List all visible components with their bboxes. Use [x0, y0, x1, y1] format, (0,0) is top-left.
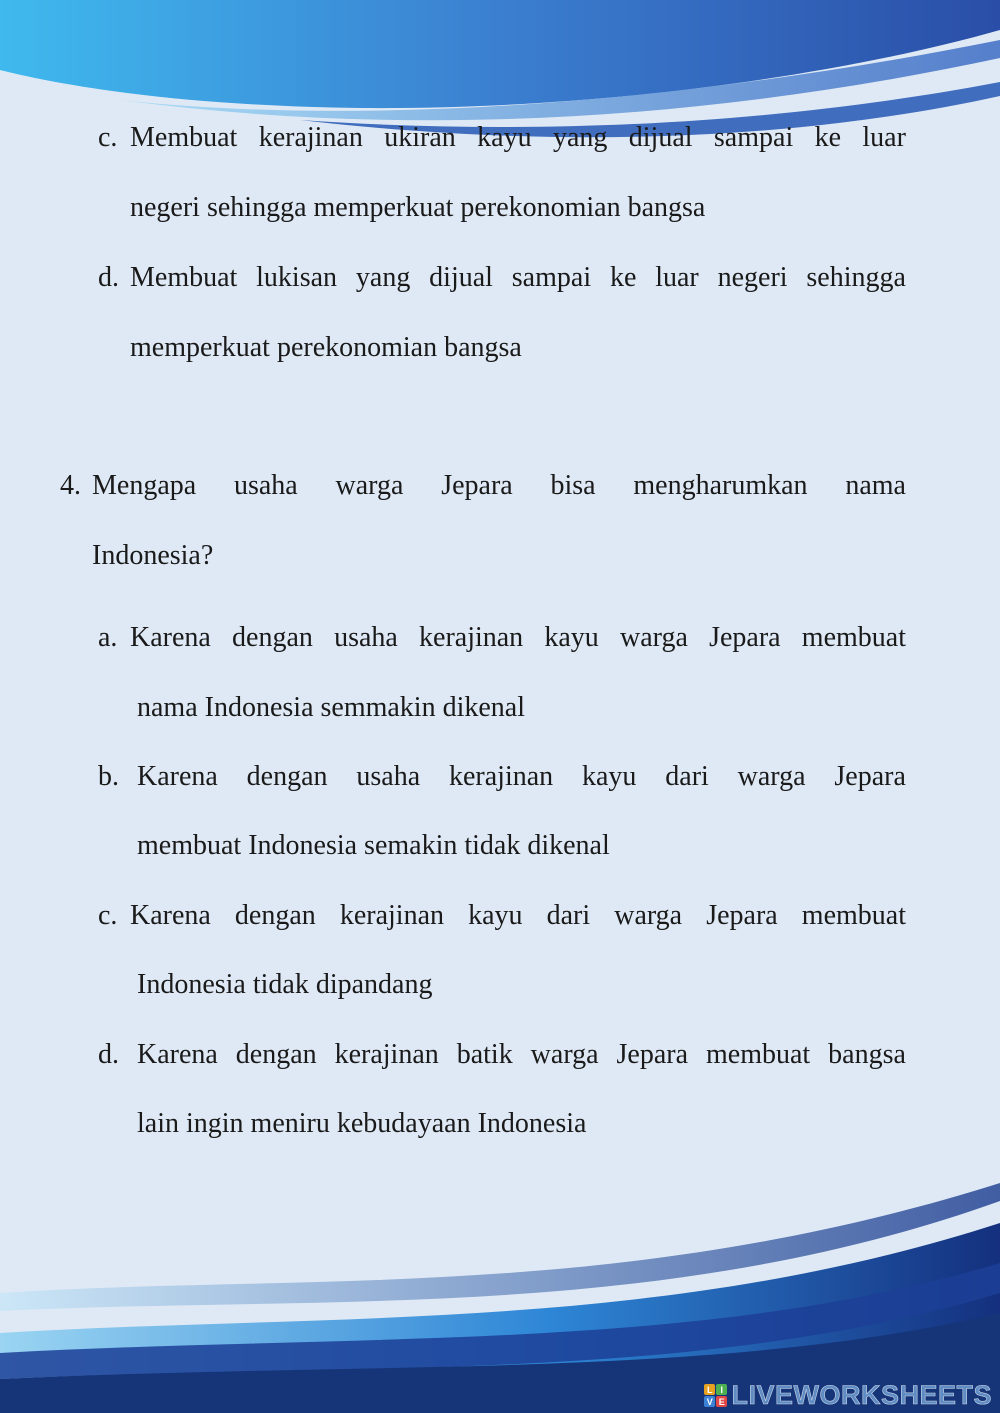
word: usaha — [233, 470, 298, 501]
word: dengan — [235, 1039, 317, 1070]
word: kerajinan — [419, 622, 524, 653]
q4-option-b-letter: b. — [98, 761, 119, 792]
word: membuat — [801, 900, 906, 931]
word: dari — [665, 761, 709, 792]
word: Jepara — [709, 622, 781, 653]
q4-option-a-letter: a. — [98, 622, 118, 653]
word: kerajinan — [339, 900, 445, 931]
q3-option-d-line1[interactable] — [130, 262, 906, 294]
word: yang — [552, 122, 608, 153]
word: batik — [456, 1039, 513, 1070]
word: luar — [655, 262, 699, 293]
word: Karena — [137, 1039, 218, 1070]
q4-option-d-line2[interactable]: lain ingin meniru kebudayaan Indonesia — [137, 1108, 587, 1139]
q4-number: 4. — [60, 470, 81, 501]
word: Membuat — [130, 122, 238, 153]
word: dari — [546, 900, 591, 931]
q3-option-c-line2[interactable]: negeri sehingga memperkuat perekonomian bangsa — [130, 192, 706, 223]
q4-question-line2: Indonesia? — [92, 540, 214, 571]
word: mengharumkan — [633, 470, 808, 501]
logo-letter: L — [704, 1384, 715, 1395]
q4-option-c-letter: c. — [98, 900, 118, 931]
q4-option-c-line1[interactable] — [130, 900, 906, 932]
word: Membuat — [130, 262, 238, 293]
word: dengan — [246, 761, 328, 792]
word: kayu — [582, 761, 637, 792]
q3-option-d-line2[interactable]: memperkuat perekonomian bangsa — [130, 332, 522, 363]
word: usaha — [334, 622, 398, 653]
word: membuat — [706, 1039, 811, 1070]
word: warga — [530, 1039, 599, 1070]
word: warga — [335, 470, 404, 501]
word: sehingga — [806, 262, 906, 293]
q4-option-b-line1[interactable] — [137, 761, 906, 793]
word: lukisan — [256, 262, 338, 293]
word: kerajinan — [258, 122, 363, 153]
word: dengan — [234, 900, 316, 931]
q4-question-line1 — [92, 470, 906, 502]
word: negeri — [717, 262, 788, 293]
q3-option-d-letter: d. — [98, 262, 119, 293]
word: warga — [737, 761, 806, 792]
q3-option-c-line1[interactable] — [130, 122, 906, 154]
liveworksheets-watermark — [704, 1380, 992, 1411]
liveworksheets-logo-icon — [704, 1384, 727, 1407]
word: dijual — [429, 262, 493, 293]
q4-option-a-line2[interactable]: nama Indonesia semmakin dikenal — [137, 692, 525, 723]
watermark-text: LIVEWORKSHEETS — [731, 1380, 992, 1410]
word: luar — [862, 122, 906, 153]
logo-letter: E — [716, 1396, 727, 1407]
word: Mengapa — [92, 470, 197, 501]
word: dijual — [628, 122, 693, 153]
logo-letter: I — [716, 1384, 727, 1395]
q4-option-a-line1[interactable] — [130, 622, 906, 654]
word: warga — [620, 622, 688, 653]
word: kayu — [468, 900, 523, 931]
word: Jepara — [616, 1039, 689, 1070]
q3-option-c-letter: c. — [98, 122, 118, 153]
word: kayu — [477, 122, 532, 153]
word: Jepara — [706, 900, 778, 931]
word: sampai — [511, 262, 592, 293]
q4-option-d-line1[interactable] — [137, 1039, 906, 1071]
word: bangsa — [828, 1039, 906, 1070]
word: nama — [845, 470, 906, 501]
word: sampai — [713, 122, 794, 153]
word: usaha — [356, 761, 421, 792]
word: kerajinan — [334, 1039, 439, 1070]
logo-letter: V — [704, 1396, 715, 1407]
word: ke — [609, 262, 637, 293]
q4-option-b-line2[interactable]: membuat Indonesia semakin tidak dikenal — [137, 830, 610, 861]
word: Jepara — [834, 761, 906, 792]
word: Jepara — [441, 470, 513, 501]
word: bisa — [550, 470, 596, 501]
word: ke — [814, 122, 842, 153]
word: Karena — [130, 900, 211, 931]
word: Karena — [130, 622, 211, 653]
word: ukiran — [384, 122, 456, 153]
word: warga — [614, 900, 683, 931]
word: yang — [355, 262, 411, 293]
word: kayu — [544, 622, 599, 653]
word: kerajinan — [448, 761, 554, 792]
q4-option-d-letter: d. — [98, 1039, 119, 1070]
word: dengan — [232, 622, 313, 653]
word: membuat — [801, 622, 906, 653]
q4-option-c-line2[interactable]: Indonesia tidak dipandang — [137, 969, 433, 1000]
word: Karena — [137, 761, 218, 792]
